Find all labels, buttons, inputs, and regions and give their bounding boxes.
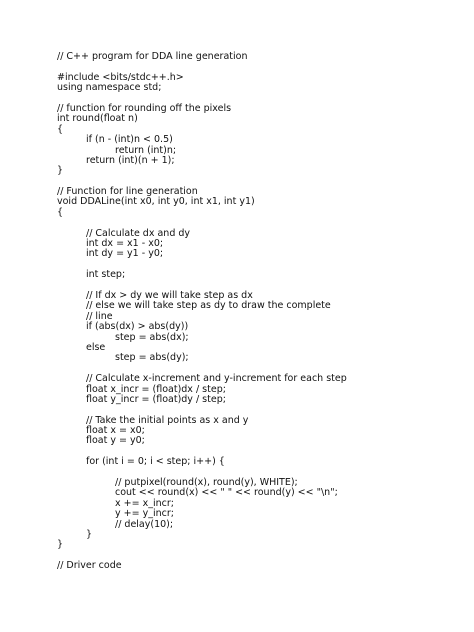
code-line: step = abs(dy); bbox=[115, 352, 189, 364]
code-line: // Calculate dx and dy bbox=[86, 227, 191, 239]
code-line: return (int)n; bbox=[115, 144, 177, 156]
code-line: { bbox=[57, 123, 64, 135]
code-line: } bbox=[57, 165, 64, 177]
code-line: // putpixel(round(x), round(y), WHITE); bbox=[115, 477, 298, 489]
code-line: } bbox=[57, 539, 64, 551]
code-line: // If dx > dy we will take step as dx bbox=[86, 289, 253, 301]
code-line: // function for rounding off the pixels bbox=[57, 102, 232, 114]
code-line: float y_incr = (float)dy / step; bbox=[86, 393, 226, 405]
code-line: // Driver code bbox=[57, 560, 122, 572]
code-line: void DDALine(int x0, int y0, int x1, int y1) bbox=[57, 196, 255, 208]
code-line: return (int)(n + 1); bbox=[86, 154, 175, 166]
code-line: #include <bits/stdc++.h> bbox=[57, 71, 184, 83]
code-line: // else we will take step as dy to draw the complete bbox=[86, 300, 331, 312]
code-line: // line bbox=[86, 310, 113, 322]
code-line: // C++ program for DDA line generation bbox=[57, 51, 248, 62]
code-line: float x_incr = (float)dx / step; bbox=[86, 383, 226, 395]
code-line: for (int i = 0; i < step; i++) { bbox=[86, 456, 225, 468]
code-line: y += y_incr; bbox=[115, 508, 174, 520]
code-line: // Take the initial points as x and y bbox=[86, 414, 249, 426]
code-line: float y = y0; bbox=[86, 435, 145, 447]
code-line: } bbox=[86, 528, 93, 540]
code-line: // delay(10); bbox=[115, 518, 174, 530]
code-line: else bbox=[86, 341, 106, 353]
code-line: x += x_incr; bbox=[115, 497, 174, 509]
code-line: // Calculate x-increment and y-increment for each step bbox=[86, 373, 347, 385]
code-line: // Function for line generation bbox=[57, 186, 198, 198]
code-line: int dx = x1 - x0; bbox=[86, 238, 164, 250]
code-line: if (n - (int)n < 0.5) bbox=[86, 134, 173, 146]
code-line: int round(float n) bbox=[57, 113, 138, 125]
code-line: using namespace std; bbox=[57, 82, 162, 94]
code-line: float x = x0; bbox=[86, 425, 145, 437]
code-line: { bbox=[57, 206, 64, 218]
code-line: step = abs(dx); bbox=[115, 331, 189, 343]
code-listing bbox=[57, 52, 467, 572]
code-line: cout << round(x) << " " << round(y) << "\n"; bbox=[115, 487, 338, 499]
code-line: int dy = y1 - y0; bbox=[86, 248, 164, 260]
code-line: int step; bbox=[86, 269, 126, 281]
code-line: if (abs(dx) > abs(dy)) bbox=[86, 321, 189, 333]
